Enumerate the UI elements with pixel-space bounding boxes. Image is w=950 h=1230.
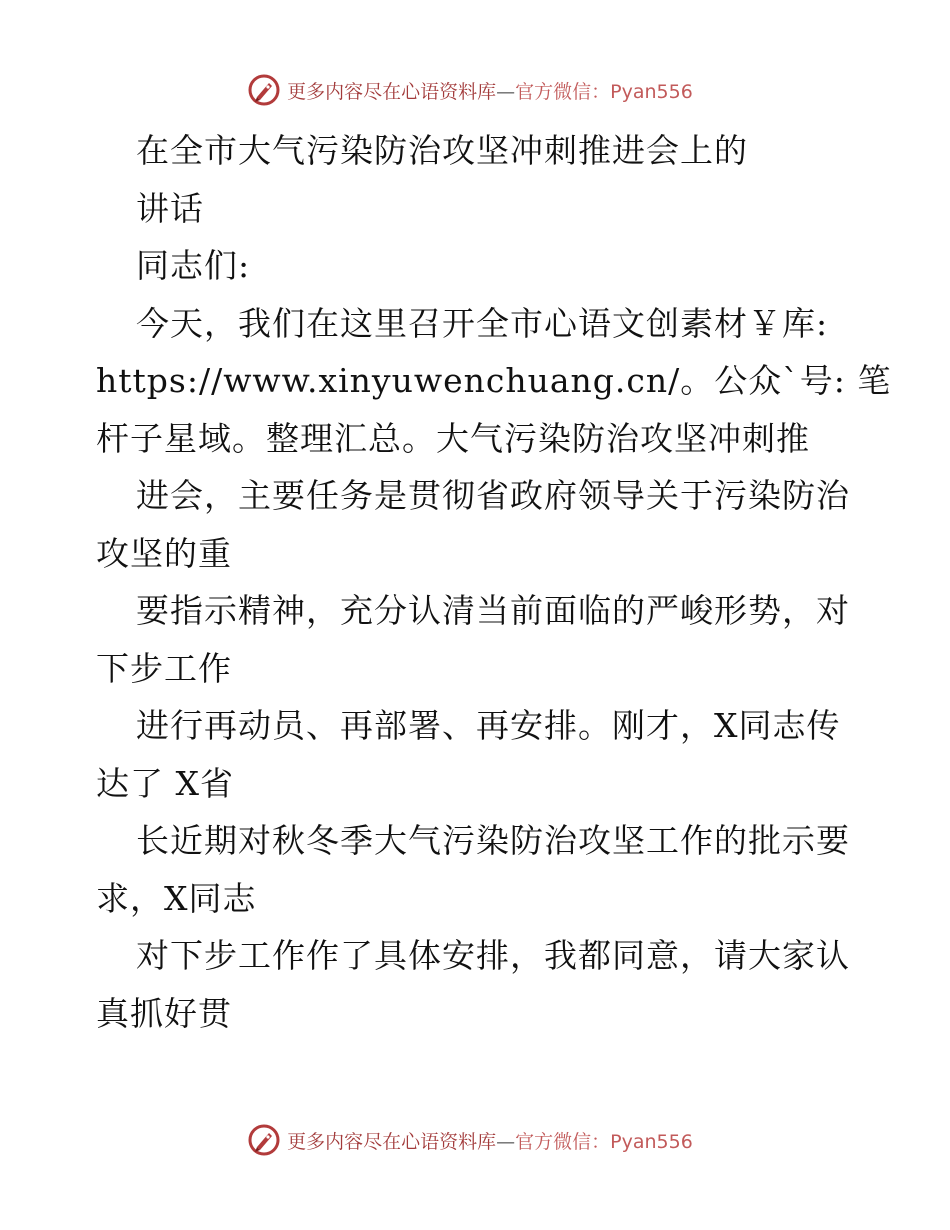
- document-line: 同志们:: [136, 246, 251, 285]
- banner-separator: —: [496, 1130, 516, 1153]
- document-line: 长近期对秋冬季大气污染防治攻坚工作的批示要: [136, 821, 850, 860]
- banner-main-text: 更多内容尽在心语资料库: [287, 1130, 497, 1153]
- banner-separator: —: [496, 80, 516, 103]
- document-line: 求，X同志: [96, 878, 257, 918]
- document-line: 要指示精神，充分认清当前面临的严峻形势，对: [136, 591, 850, 630]
- document-line: 攻坚的重: [96, 533, 232, 573]
- banner-main-text: 更多内容尽在心语资料库: [287, 80, 497, 103]
- document-line: 真抓好贯: [96, 993, 232, 1033]
- document-line: 讲话: [136, 188, 204, 228]
- document-line: 下步工作: [96, 648, 232, 688]
- document-line: 进会，主要任务是贯彻省政府领导关于污染防治: [136, 476, 850, 515]
- pen-nib-logo-icon: [247, 1123, 281, 1157]
- document-line: 杆子星域。整理汇总。大气污染防治攻坚冲刺推: [96, 418, 810, 458]
- pen-nib-logo-icon: [247, 73, 281, 107]
- document-line: 进行再动员、再部署、再安排。刚才，X同志传: [136, 706, 841, 745]
- footer-watermark-banner: [0, 1120, 950, 1160]
- document-line: 达了 X省: [96, 763, 234, 803]
- document-line: https://www.xinyuwenchuang.cn/。公众`号: 笔: [96, 361, 892, 400]
- document-line: 在全市大气污染防治攻坚冲刺推进会上的: [136, 131, 748, 170]
- banner-wechat-text: 官方微信：Pyan556: [515, 80, 693, 103]
- header-watermark-banner: [0, 70, 950, 110]
- document-line: 今天，我们在这里召开全市心语文创素材￥库:: [136, 303, 829, 343]
- document-body: [96, 122, 892, 1042]
- banner-wechat-text: 官方微信：Pyan556: [515, 1130, 693, 1153]
- document-line: 对下步工作作了具体安排，我都同意，请大家认: [136, 936, 850, 975]
